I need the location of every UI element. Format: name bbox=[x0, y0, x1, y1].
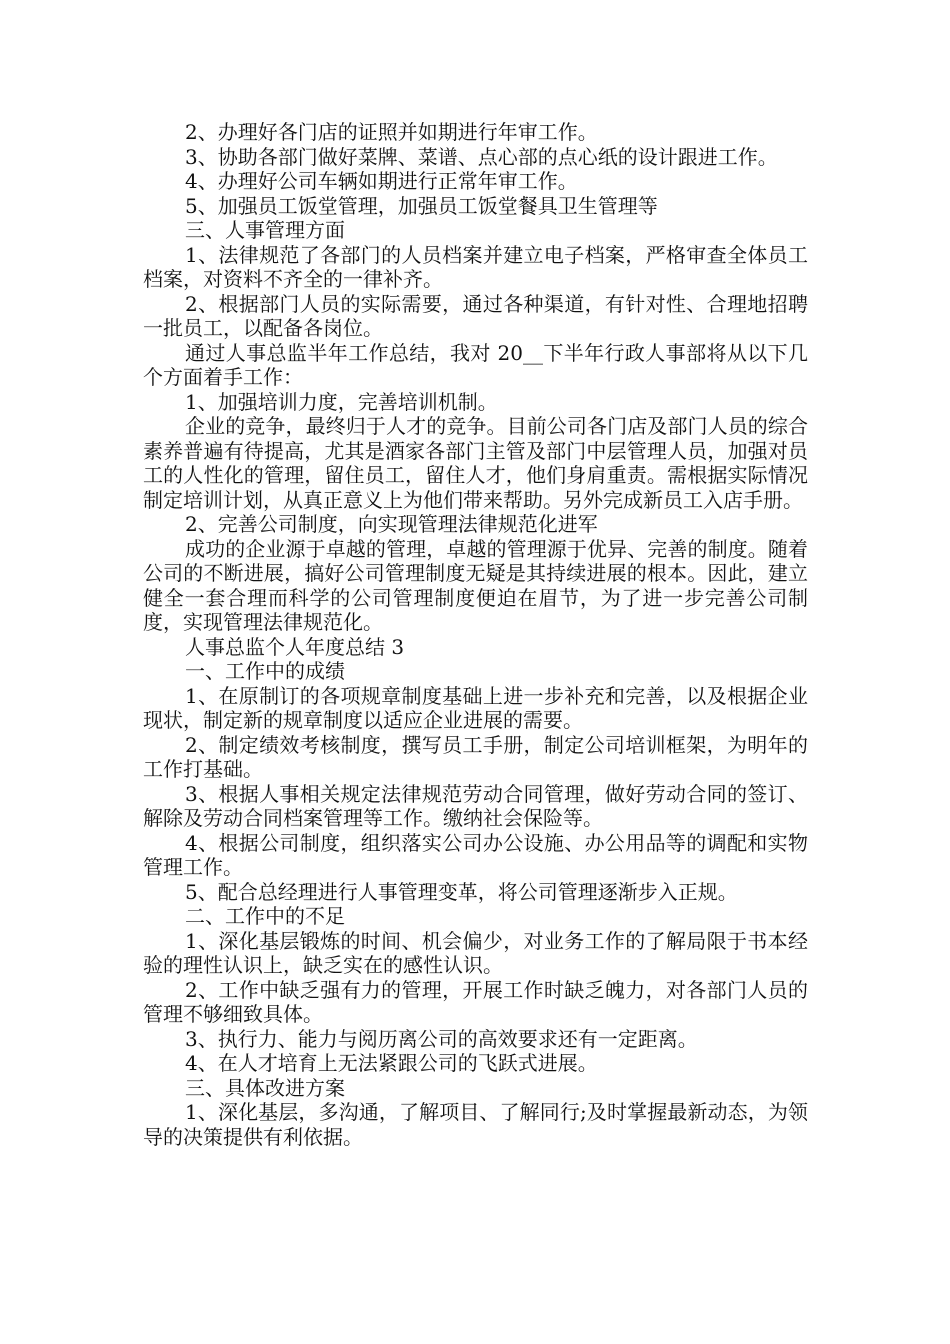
paragraph: 4、根据公司制度，组织落实公司办公设施、办公用品等的调配和实物管理工作。 bbox=[143, 830, 808, 879]
paragraph: 4、办理好公司车辆如期进行正常年审工作。 bbox=[185, 169, 578, 193]
paragraph: 2、工作中缺乏强有力的管理，开展工作时缺乏魄力，对各部门人员的管理不够细致具体。 bbox=[143, 977, 808, 1026]
section-heading: 二、工作中的不足 bbox=[185, 904, 345, 928]
paragraph: 3、协助各部门做好菜牌、菜谱、点心部的点心纸的设计跟进工作。 bbox=[185, 144, 778, 169]
paragraph: 企业的竞争，最终归于人才的竞争。目前公司各门店及部门人员的综合素养普遍有待提高，尤其是酒家各部门主管及部门中层管理人员，加强对员工的人性化的管理，留住员工，留住人才，他们身肩重责。需根据实际情况制定培训计划，从真正意义上为他们带来帮助。另外完成新员工入店手册。 bbox=[143, 414, 808, 512]
paragraph: 2、制定绩效考核制度，撰写员工手册，制定公司培训框架，为明年的工作打基础。 bbox=[143, 732, 808, 781]
paragraph: 3、执行力、能力与阅历离公司的高效要求还有一定距离。 bbox=[185, 1026, 698, 1051]
paragraph: 2、完善公司制度，向实现管理法律规范化进军 bbox=[185, 512, 598, 536]
section-heading: 三、具体改进方案 bbox=[185, 1075, 345, 1100]
paragraph: 5、加强员工饭堂管理，加强员工饭堂餐具卫生管理等 bbox=[185, 193, 658, 218]
paragraph: 2、根据部门人员的实际需要，通过各种渠道，有针对性、合理地招聘一批员工，以配备各岗位。 bbox=[143, 291, 808, 340]
paragraph: 1、深化基层锻炼的时间、机会偏少，对业务工作的了解局限于书本经验的理性认识上，缺乏实在的感性认识。 bbox=[143, 928, 808, 977]
paragraph: 4、在人才培育上无法紧跟公司的飞跃式进展。 bbox=[185, 1051, 598, 1075]
document-title: 人事总监个人年度总结 3 bbox=[185, 634, 405, 659]
paragraph: 1、加强培训力度，完善培训机制。 bbox=[185, 389, 498, 414]
paragraph: 2、办理好各门店的证照并如期进行年审工作。 bbox=[185, 120, 598, 144]
paragraph: 5、配合总经理进行人事管理变革，将公司管理逐渐步入正规。 bbox=[185, 879, 738, 904]
document-body bbox=[143, 120, 808, 1149]
paragraph: 1、法律规范了各部门的人员档案并建立电子档案，严格审查全体员工档案，对资料不齐全的一律补齐。 bbox=[143, 242, 808, 291]
paragraph: 成功的企业源于卓越的管理，卓越的管理源于优异、完善的制度。随着公司的不断进展，搞好公司管理制度无疑是其持续进展的根本。因此，建立健全一套合理而科学的公司管理制度便迫在眉节，为了进一步完善公司制度，实现管理法律规范化。 bbox=[143, 536, 808, 634]
paragraph: 3、根据人事相关规定法律规范劳动合同管理，做好劳动合同的签订、解除及劳动合同档案管理等工作。缴纳社会保险等。 bbox=[143, 781, 808, 830]
paragraph: 通过人事总监半年工作总结，我对 20__下半年行政人事部将从以下几个方面着手工作： bbox=[143, 340, 808, 389]
paragraph: 1、深化基层，多沟通，了解项目、了解同行;及时掌握最新动态，为领导的决策提供有利依据。 bbox=[143, 1100, 808, 1149]
section-heading: 一、工作中的成绩 bbox=[185, 659, 345, 683]
section-heading: 三、人事管理方面 bbox=[185, 218, 345, 242]
paragraph: 1、在原制订的各项规章制度基础上进一步补充和完善，以及根据企业现状，制定新的规章制度以适应企业进展的需要。 bbox=[143, 683, 808, 732]
